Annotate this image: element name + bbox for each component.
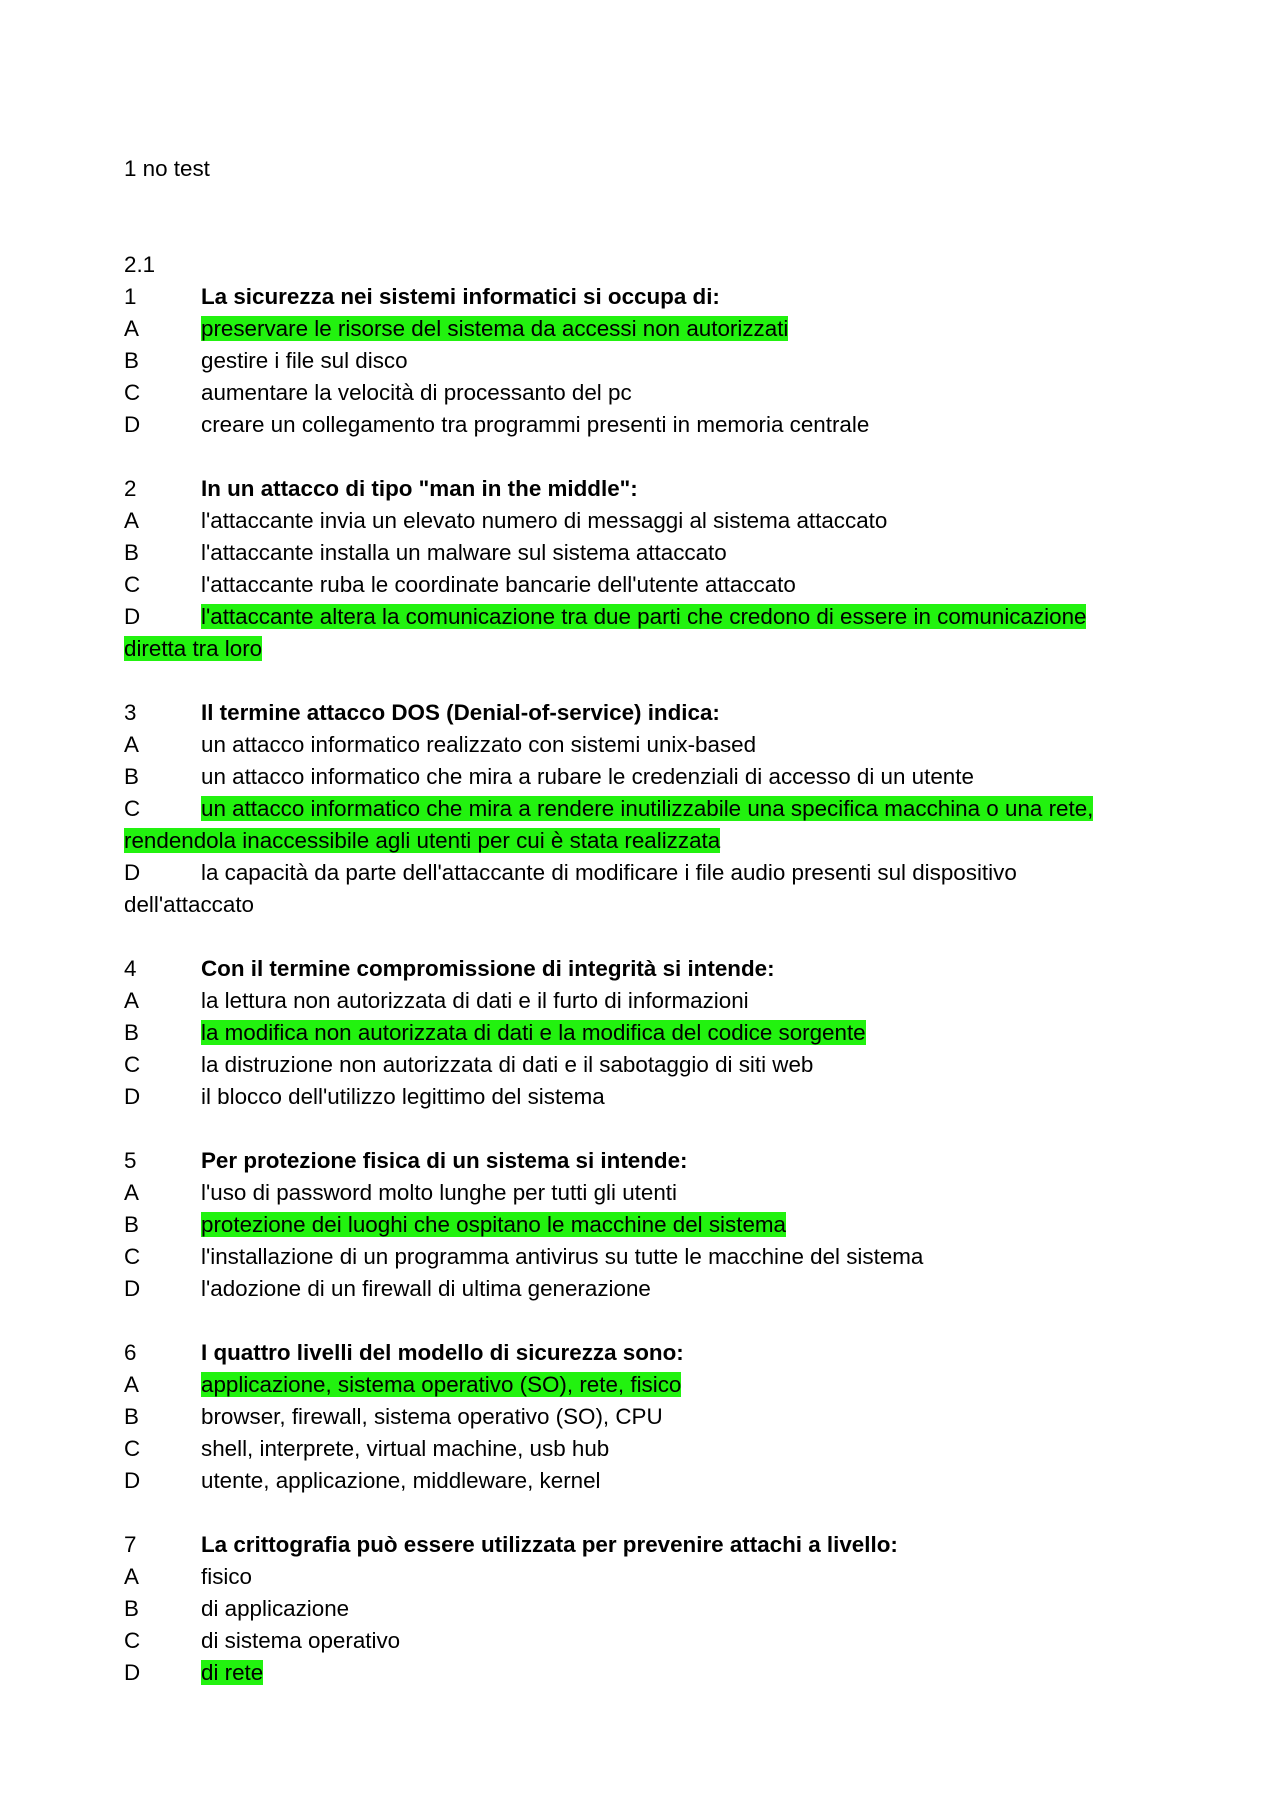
option-text: browser, firewall, sistema operativo (SO), CPU: [201, 1404, 663, 1429]
option-letter: A: [124, 988, 139, 1013]
option-d: [124, 1273, 1194, 1305]
option-d: [124, 601, 1194, 633]
option-c: [124, 569, 1194, 601]
question-row: [124, 1337, 1194, 1369]
question-4: [124, 953, 1194, 1113]
option-b: [124, 1017, 1194, 1049]
option-a: [124, 505, 1194, 537]
question-number: 2: [124, 476, 137, 501]
spacer: [124, 185, 1194, 249]
option-text: la distruzione non autorizzata di dati e il sabotaggio di siti web: [201, 1052, 814, 1077]
option-letter: D: [124, 1660, 141, 1685]
option-b: [124, 1593, 1194, 1625]
option-b: [124, 1209, 1194, 1241]
option-c: [124, 793, 1194, 825]
option-letter: B: [124, 1404, 139, 1429]
option-text: utente, applicazione, middleware, kernel: [201, 1468, 601, 1493]
question-number: 6: [124, 1340, 137, 1365]
option-letter: A: [124, 732, 139, 757]
option-c: [124, 1049, 1194, 1081]
option-a: [124, 313, 1194, 345]
option-text-correct: di rete: [201, 1660, 264, 1685]
question-text: In un attacco di tipo "man in the middle":: [201, 476, 638, 501]
question-text: Per protezione fisica di un sistema si intende:: [201, 1148, 688, 1173]
option-letter: C: [124, 1628, 141, 1653]
question-number: 7: [124, 1532, 137, 1557]
option-text: l'installazione di un programma antivirus su tutte le macchine del sistema: [201, 1244, 924, 1269]
option-letter: C: [124, 1436, 141, 1461]
question-text: La sicurezza nei sistemi informatici si occupa di:: [201, 284, 720, 309]
question-row: [124, 953, 1194, 985]
spacer: [124, 921, 1194, 953]
option-text: creare un collegamento tra programmi presenti in memoria centrale: [201, 412, 870, 437]
option-text: l'uso di password molto lunghe per tutti gli utenti: [201, 1180, 677, 1205]
option-text: il blocco dell'utilizzo legittimo del sistema: [201, 1084, 605, 1109]
option-text: fisico: [201, 1564, 253, 1589]
question-3: [124, 697, 1194, 921]
option-text: l'adozione di un firewall di ultima generazione: [201, 1276, 651, 1301]
option-c: [124, 1625, 1194, 1657]
option-letter: C: [124, 572, 141, 597]
option-c: [124, 377, 1194, 409]
question-row: [124, 281, 1194, 313]
document-body: [124, 153, 1194, 1689]
option-b: [124, 1401, 1194, 1433]
option-letter: B: [124, 1020, 139, 1045]
question-number: 3: [124, 700, 137, 725]
option-letter: C: [124, 1244, 141, 1269]
option-letter: B: [124, 764, 139, 789]
option-b: [124, 537, 1194, 569]
option-letter: A: [124, 508, 139, 533]
question-row: [124, 1145, 1194, 1177]
option-text-correct: diretta tra loro: [124, 636, 263, 661]
question-row: [124, 1529, 1194, 1561]
option-text-correct: la modifica non autorizzata di dati e la modifica del codice sorgente: [201, 1020, 866, 1045]
option-b: [124, 345, 1194, 377]
option-c: [124, 1433, 1194, 1465]
option-d: [124, 1657, 1194, 1689]
option-letter: D: [124, 1468, 141, 1493]
option-text-correct: preservare le risorse del sistema da accessi non autorizzati: [201, 316, 789, 341]
option-text: un attacco informatico realizzato con sistemi unix-based: [201, 732, 757, 757]
spacer: [124, 1497, 1194, 1529]
option-a: [124, 1561, 1194, 1593]
question-text: La crittografia può essere utilizzata per prevenire attachi a livello:: [201, 1532, 898, 1557]
option-letter: C: [124, 380, 141, 405]
option-letter: A: [124, 1180, 139, 1205]
option-letter: D: [124, 1084, 141, 1109]
option-text: l'attaccante ruba le coordinate bancarie dell'utente attaccato: [201, 572, 796, 597]
option-c-continued: [124, 825, 1194, 857]
question-number: 1: [124, 284, 137, 309]
option-letter: B: [124, 348, 139, 373]
option-text-correct: rendendola inaccessibile agli utenti per cui è stata realizzata: [124, 828, 721, 853]
question-5: [124, 1145, 1194, 1305]
option-text: gestire i file sul disco: [201, 348, 408, 373]
option-text: di applicazione: [201, 1596, 350, 1621]
question-row: [124, 473, 1194, 505]
option-d: [124, 1081, 1194, 1113]
option-letter: D: [124, 412, 141, 437]
option-letter: A: [124, 1564, 139, 1589]
option-d: [124, 857, 1194, 889]
spacer: [124, 1113, 1194, 1145]
option-text-correct: l'attaccante altera la comunicazione tra due parti che credono di essere in comunicazione: [201, 604, 1087, 629]
option-text: l'attaccante installa un malware sul sistema attaccato: [201, 540, 727, 565]
question-6: [124, 1337, 1194, 1497]
option-d: [124, 1465, 1194, 1497]
question-text: I quattro livelli del modello di sicurezza sono:: [201, 1340, 684, 1365]
option-letter: A: [124, 1372, 139, 1397]
question-row: [124, 697, 1194, 729]
option-text-correct: protezione dei luoghi che ospitano le macchine del sistema: [201, 1212, 786, 1237]
option-d-continued: [124, 633, 1194, 665]
question-1: [124, 281, 1194, 441]
option-letter: B: [124, 1212, 139, 1237]
option-letter: D: [124, 604, 141, 629]
spacer: [124, 1305, 1194, 1337]
option-b: [124, 761, 1194, 793]
option-text: shell, interprete, virtual machine, usb hub: [201, 1436, 610, 1461]
option-c: [124, 1241, 1194, 1273]
option-text: l'attaccante invia un elevato numero di messaggi al sistema attaccato: [201, 508, 888, 533]
spacer: [124, 665, 1194, 697]
option-text-correct: un attacco informatico che mira a rendere inutilizzabile una specifica macchina o una rete,: [201, 796, 1094, 821]
option-text: la capacità da parte dell'attaccante di modificare i file audio presenti sul dispositivo: [201, 860, 1017, 885]
option-text: un attacco informatico che mira a rubare le credenziali di accesso di un utente: [201, 764, 974, 789]
option-letter: B: [124, 1596, 139, 1621]
option-letter: A: [124, 316, 139, 341]
option-a: [124, 1369, 1194, 1401]
option-a: [124, 985, 1194, 1017]
option-d: [124, 409, 1194, 441]
option-a: [124, 729, 1194, 761]
option-letter: C: [124, 796, 141, 821]
spacer: [124, 441, 1194, 473]
option-text-correct: applicazione, sistema operativo (SO), rete, fisico: [201, 1372, 682, 1397]
option-letter: D: [124, 860, 141, 885]
section-number: 2.1: [124, 252, 156, 277]
option-letter: D: [124, 1276, 141, 1301]
question-2: [124, 473, 1194, 665]
question-number: 5: [124, 1148, 137, 1173]
question-7: [124, 1529, 1194, 1689]
option-d-continued: dell'attaccato: [124, 892, 254, 917]
question-number: 4: [124, 956, 137, 981]
option-text: aumentare la velocità di processanto del pc: [201, 380, 632, 405]
option-text: di sistema operativo: [201, 1628, 401, 1653]
question-text: Il termine attacco DOS (Denial-of-service) indica:: [201, 700, 720, 725]
option-text: la lettura non autorizzata di dati e il furto di informazioni: [201, 988, 749, 1013]
header-line: 1 no test: [124, 156, 210, 181]
option-letter: B: [124, 540, 139, 565]
question-text: Con il termine compromissione di integrità si intende:: [201, 956, 775, 981]
option-letter: C: [124, 1052, 141, 1077]
option-a: [124, 1177, 1194, 1209]
